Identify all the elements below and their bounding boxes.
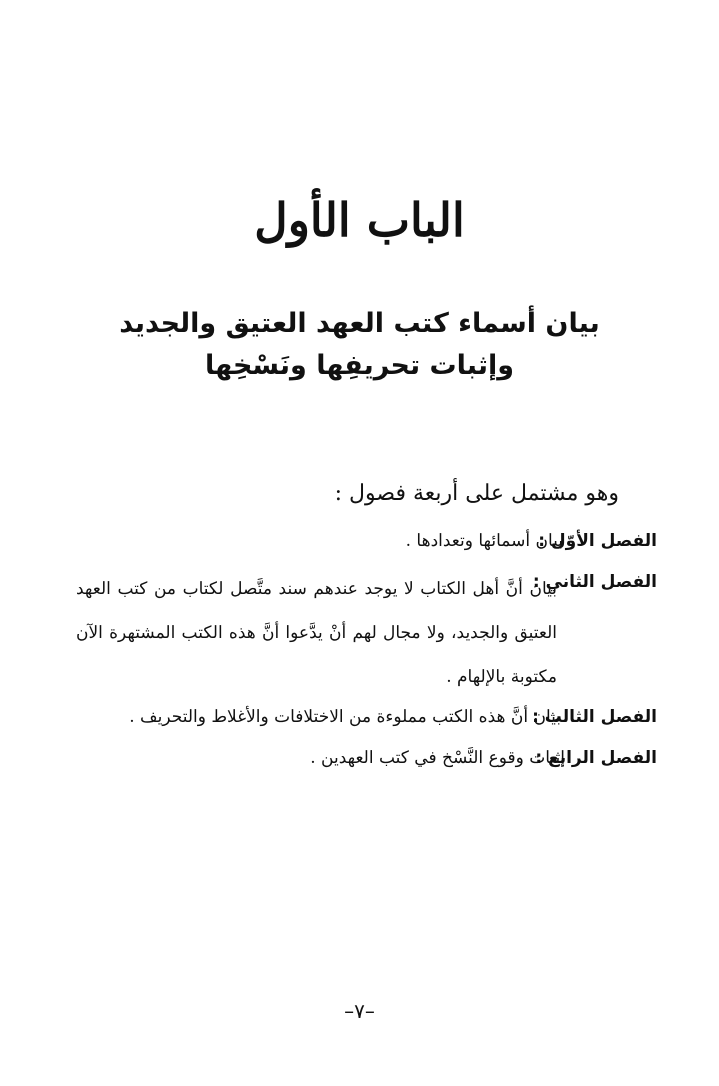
section-4-label: الفصل الرابع :	[535, 748, 657, 768]
section-1-label: الفصل الأوّل :	[538, 531, 657, 551]
section-2-text: بيان أنَّ أهل الكتاب لا يوجد عندهم سند متَّصل لكتاب من كتب العهد العتيق والجديد، ولا مجال لهم أنْ يدَّعوا أنَّ هذه الكتب المشتهرة الآن مكتوبة بالإلهام .	[76, 579, 557, 687]
section-3-label: الفصل الثالث :	[532, 707, 657, 727]
chapter-title: الباب الأول	[254, 193, 465, 247]
section-4-text: إثبات وقوع النَّسْخ في كتب العهدين .	[310, 748, 565, 768]
section-1-text: بيان أسمائها وتعدادها .	[405, 531, 563, 551]
page-number: –٧–	[344, 999, 375, 1023]
section-2-label: الفصل الثاني :	[532, 572, 657, 592]
section-2	[76, 567, 657, 687]
section-1	[76, 526, 657, 556]
intro-text: وهو مشتمل على أربعة فصول :	[334, 481, 619, 506]
subtitle-line-2: وإثبات تحريفِها ونَسْخِها	[204, 350, 514, 381]
subtitle-line-1: بيان أسماء كتب العهد العتيق والجديد	[119, 308, 600, 339]
section-4	[76, 743, 657, 773]
section-3	[76, 702, 657, 732]
section-3-text: بيان أنَّ هذه الكتب مملوءة من الاختلافات والأغلاط والتحريف .	[129, 707, 561, 727]
